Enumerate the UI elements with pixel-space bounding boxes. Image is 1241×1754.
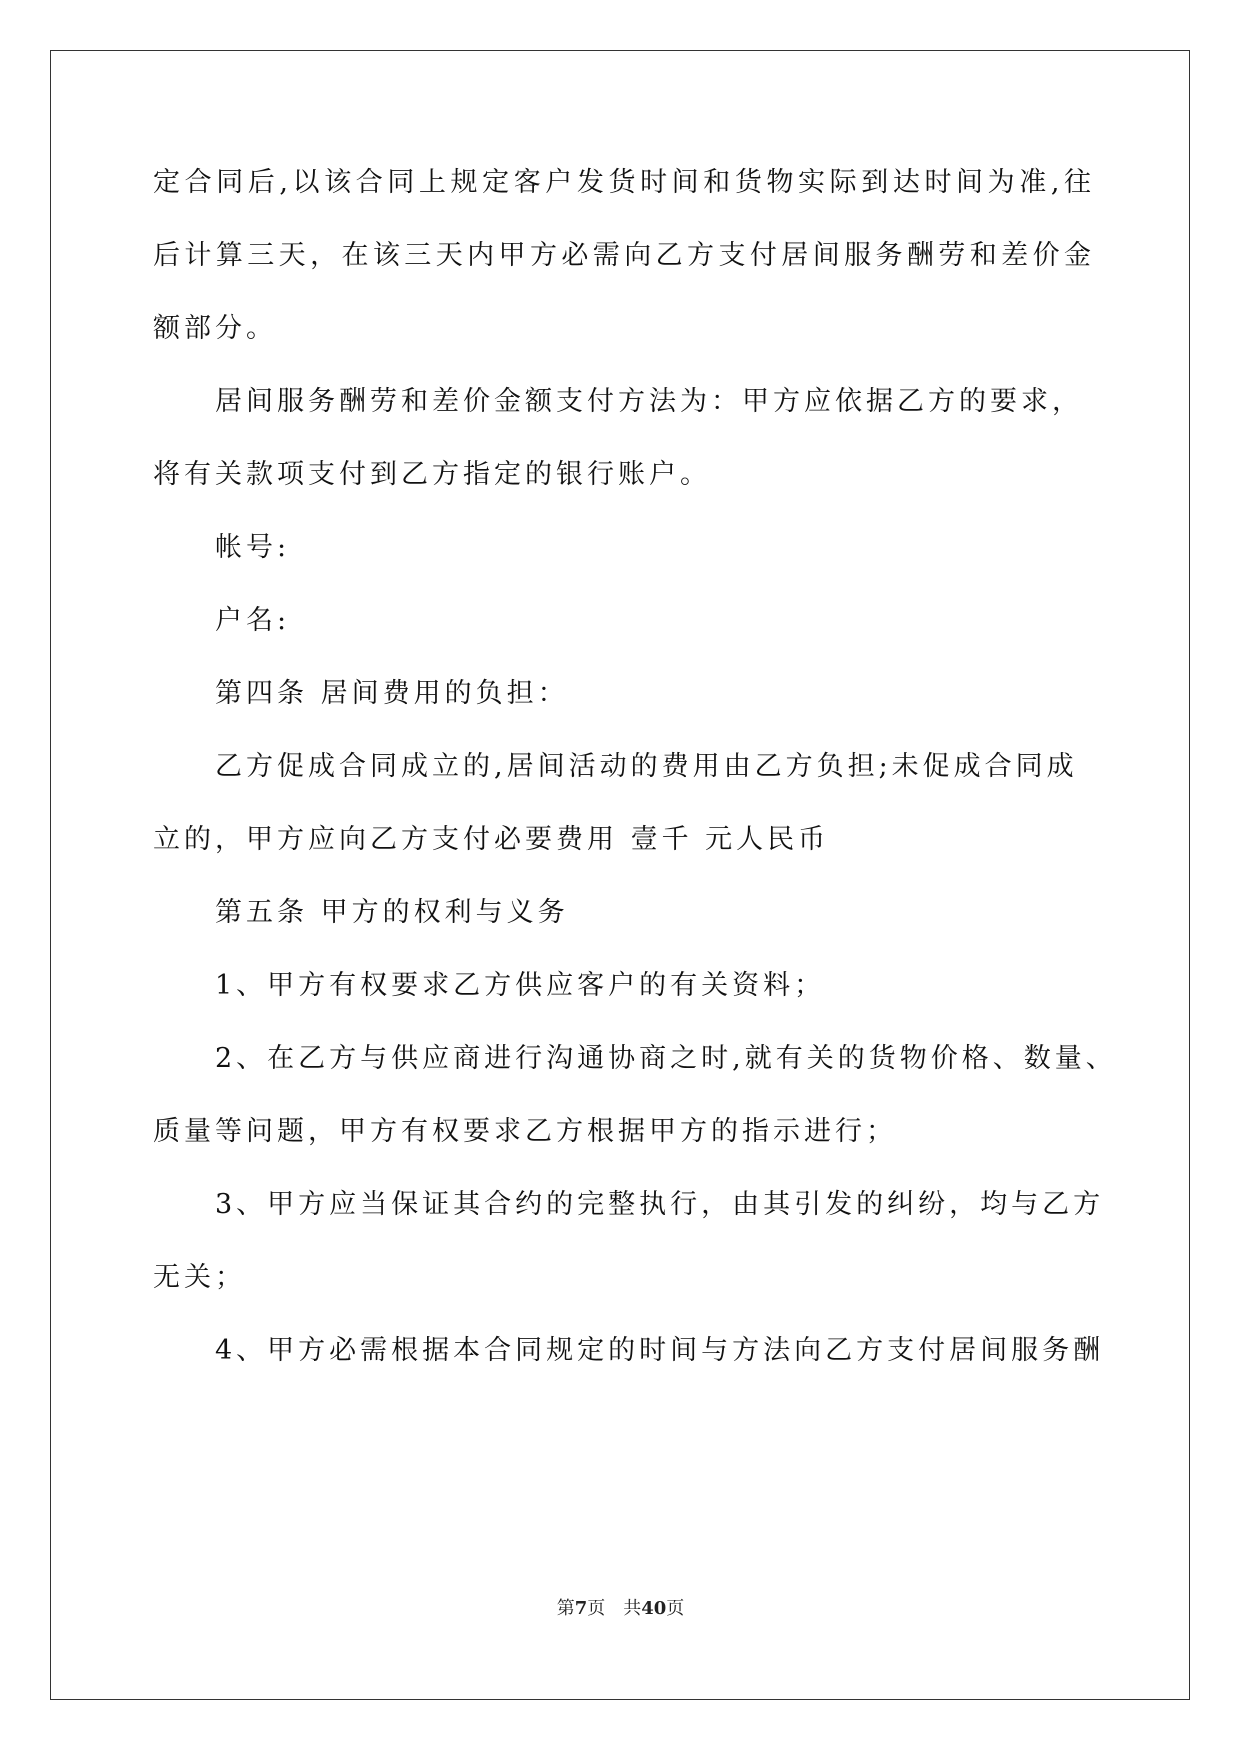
page-footer bbox=[0, 1597, 1241, 1621]
section-heading: 第五条 甲方的权利与义务 bbox=[215, 897, 569, 928]
text-line: 乙方促成合同成立的,居间活动的费用由乙方负担;未促成合同成 bbox=[215, 751, 1078, 782]
account-name-label: 户名: bbox=[215, 605, 291, 636]
account-number-label: 帐号: bbox=[215, 532, 291, 563]
text-line: 后计算三天，在该三天内甲方必需向乙方支付居间服务酬劳和差价金 bbox=[153, 240, 1091, 271]
footer-suffix: 页 bbox=[666, 1598, 685, 1619]
text-line: 立的，甲方应向乙方支付必要费用 壹千 元人民币 bbox=[153, 824, 830, 855]
text-line: 将有关款项支付到乙方指定的银行账户。 bbox=[153, 459, 711, 490]
text-line: 无关； bbox=[153, 1262, 246, 1293]
footer-page-number: 7 bbox=[574, 1598, 588, 1619]
list-item: 1、甲方有权要求乙方供应客户的有关资料； bbox=[215, 970, 826, 1001]
footer-page-total: 40 bbox=[641, 1598, 667, 1619]
text-line: 居间服务酬劳和差价金额支付方法为：甲方应依据乙方的要求， bbox=[215, 386, 1083, 417]
footer-middle: 页 共 bbox=[587, 1598, 642, 1619]
section-heading: 第四条 居间费用的负担： bbox=[215, 678, 569, 709]
text-line: 额部分。 bbox=[153, 313, 277, 344]
list-item: 2、在乙方与供应商进行沟通协商之时,就有关的货物价格、数量、 bbox=[215, 1043, 1117, 1074]
text-line: 定合同后,以该合同上规定客户发货时间和货物实际到达时间为准,往 bbox=[153, 167, 1091, 198]
page-frame bbox=[50, 50, 1190, 1700]
list-item: 4、甲方必需根据本合同规定的时间与方法向乙方支付居间服务酬 bbox=[215, 1335, 1105, 1366]
text-line: 质量等问题，甲方有权要求乙方根据甲方的指示进行； bbox=[153, 1116, 897, 1147]
footer-prefix: 第 bbox=[556, 1598, 575, 1619]
list-item: 3、甲方应当保证其合约的完整执行，由其引发的纠纷，均与乙方 bbox=[215, 1189, 1105, 1220]
